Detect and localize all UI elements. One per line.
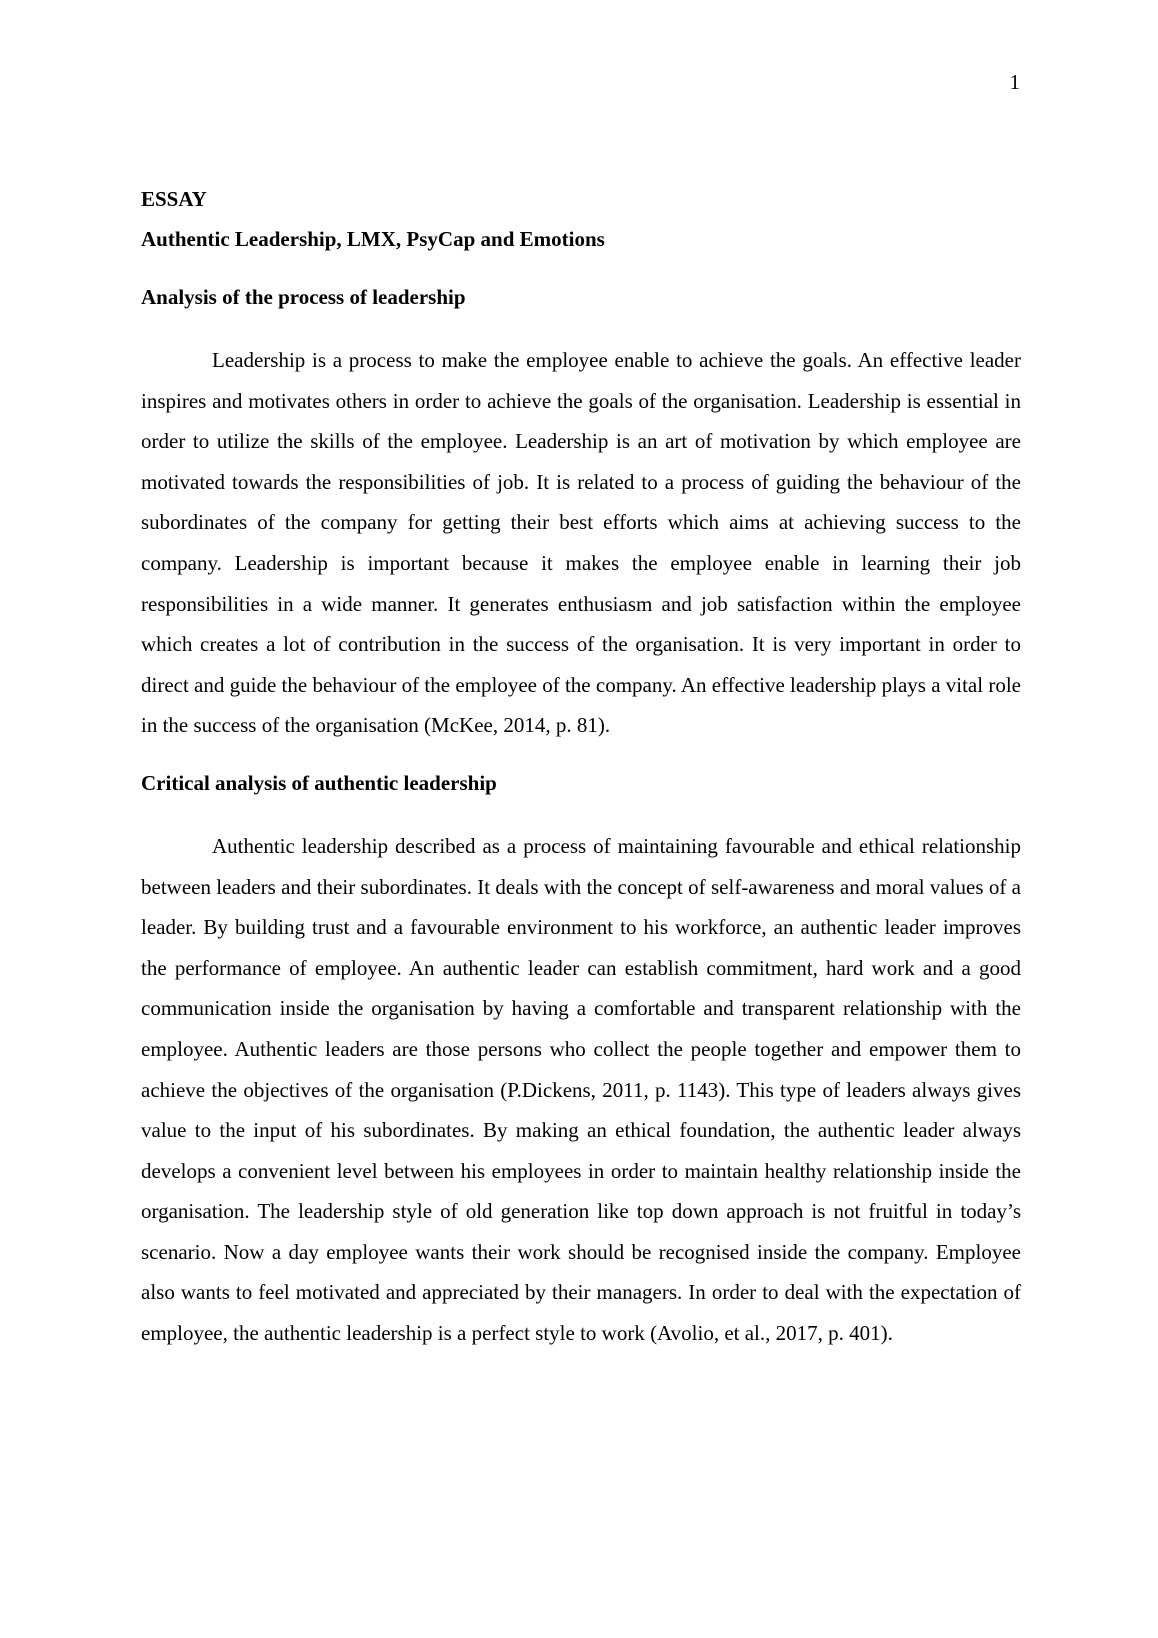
section-heading-leadership-process: Analysis of the process of leadership — [141, 285, 466, 309]
document-type-label: ESSAY — [141, 187, 207, 211]
paragraph-authentic-leadership: Authentic leadership described as a process of maintaining favourable and ethical relationship between leaders and their subordinates. It deals with the concept of self-awareness and moral values of a leader. By building trust and a favourable environment to his workforce, an authentic leader improves the performance of employee. An authentic leader can establish commitment, hard work and a good communication inside the organisation by having a comfortable and transparent relationship with the employee. Authentic leaders are those persons who collect the people together and empower them to achieve the objectives of the organisation (P.Dickens, 2011, p. 1143). This type of leaders always gives value to the input of his subordinates. By making an ethical foundation, the authentic leader always develops a convenient level between his employees in order to maintain healthy relationship inside the organisation. The leadership style of old generation like top down approach is not fruitful in today’s scenario. Now a day employee wants their work should be recognised inside the company. Employee also wants to feel motivated and appreciated by their managers. In order to deal with the expectation of employee, the authentic leadership is a perfect style to work (Avolio, et al., 2017, p. 401). — [141, 833, 1021, 1346]
document-body — [141, 186, 1021, 1378]
paragraph-leadership-process: Leadership is a process to make the employee enable to achieve the goals. An effective leader inspires and motivates others in order to achieve the goals of the organisation. Leadership is essential in order to utilize the skills of the employee. Leadership is an art of motivation by which employee are motivated towards the responsibilities of job. It is related to a process of guiding the behaviour of the subordinates of the company for getting their best efforts which aims at achieving success to the company. Leadership is important because it makes the employee enable in learning their job responsibilities in a wide manner. It generates enthusiasm and job satisfaction within the employee which creates a lot of contribution in the success of the organisation. It is very important in order to direct and guide the behaviour of the employee of the company. An effective leadership plays a vital role in the success of the organisation (McKee, 2014, p. 81). — [141, 348, 1021, 738]
document-title: Authentic Leadership, LMX, PsyCap and Emotions — [141, 227, 605, 251]
page-number: 1 — [1009, 70, 1020, 94]
section-heading-authentic-leadership: Critical analysis of authentic leadership — [141, 770, 497, 795]
